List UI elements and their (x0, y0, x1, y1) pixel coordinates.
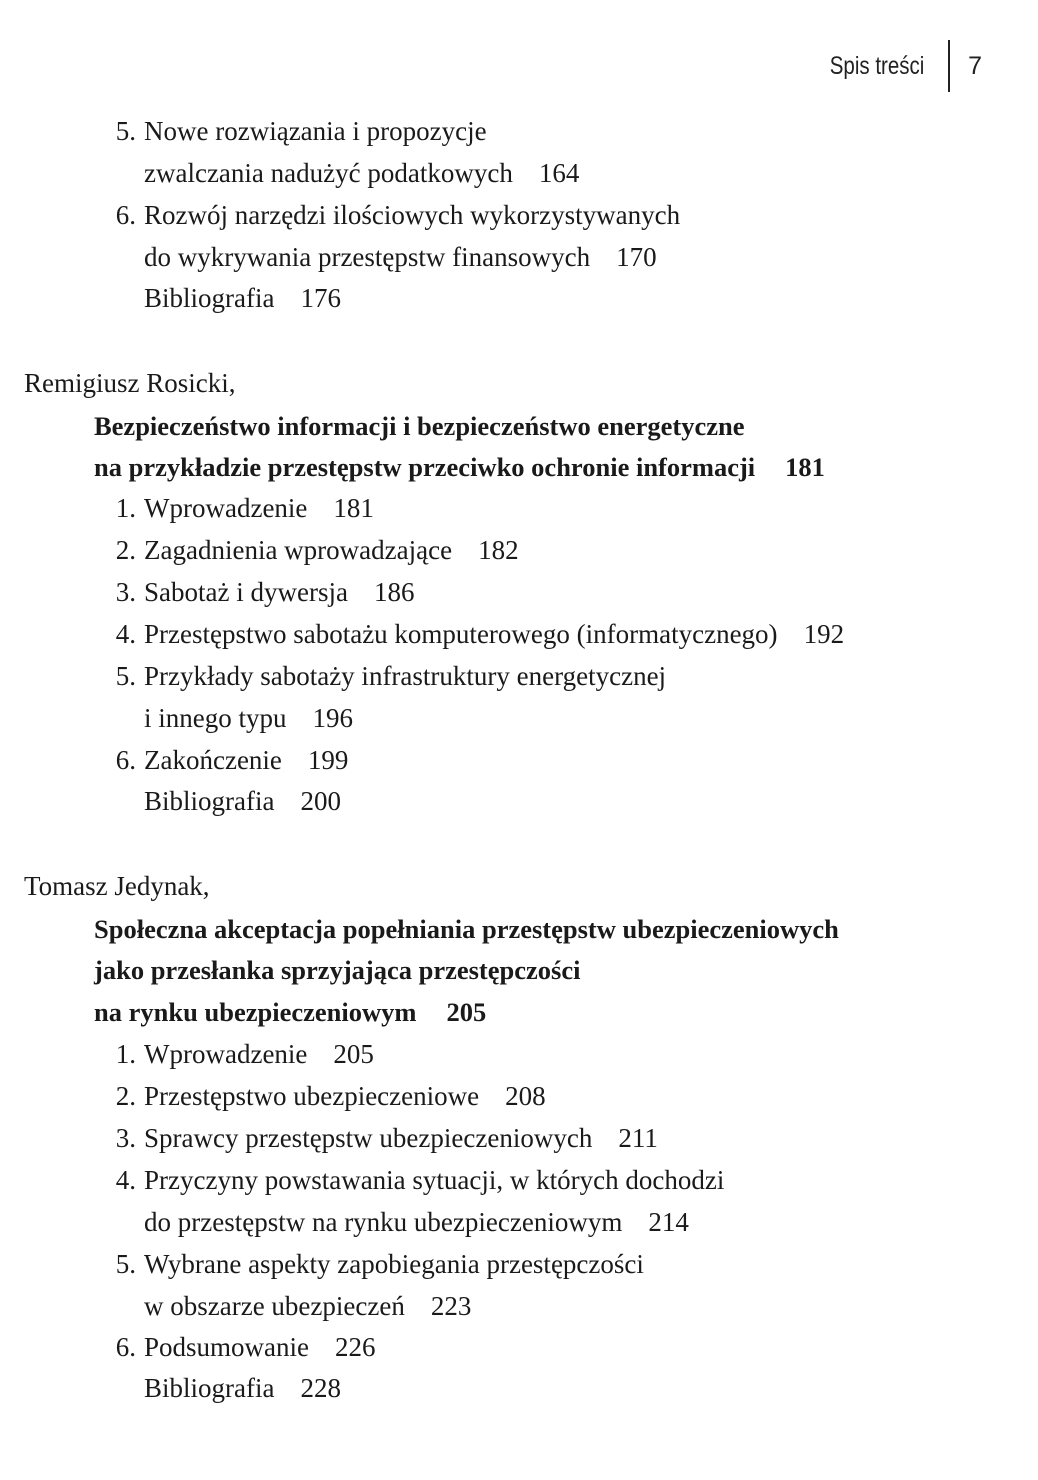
bibliography-entry (144, 1368, 341, 1408)
page-number: 7 (968, 51, 982, 80)
chapter-title: jako przesłanka sprzyjająca przestępczości (94, 955, 581, 985)
running-title: Spis treści (829, 51, 925, 80)
entry-number: 2. (115, 1081, 136, 1111)
entry-page: 205 (333, 1039, 374, 1069)
entry-title: Podsumowanie (144, 1332, 309, 1362)
chapter-title: na rynku ubezpieczeniowym (94, 997, 417, 1027)
chapter-title-continuation (94, 447, 825, 487)
chapter-title: Bezpieczeństwo informacji i bezpieczeństwo energetyczne (94, 411, 745, 441)
entry-page: 208 (505, 1081, 546, 1111)
entry-title: Rozwój narzędzi ilościowych wykorzystywanych (144, 200, 681, 230)
entry-title: Wprowadzenie (144, 1039, 308, 1069)
entry-page: 200 (300, 786, 341, 816)
toc-entry-continuation (144, 153, 579, 193)
entry-number: 4. (115, 1165, 136, 1195)
bibliography-entry (144, 781, 341, 821)
entry-title: zwalczania nadużyć podatkowych (144, 158, 513, 188)
entry-number: 4. (115, 619, 136, 649)
entry-title: Przestępstwo ubezpieczeniowe (144, 1081, 480, 1111)
header-divider (948, 40, 950, 92)
entry-page: 226 (335, 1332, 376, 1362)
entry-title: Wybrane aspekty zapobiegania przestępczości (144, 1249, 644, 1279)
chapter-title: Społeczna akceptacja popełniania przestępstw ubezpieczeniowych (94, 914, 839, 944)
entry-page: 176 (300, 283, 341, 313)
chapter-title: na przykładzie przestępstw przeciwko ochronie informacji (94, 452, 756, 482)
entry-number: 6. (115, 745, 136, 775)
entry-page: 223 (430, 1291, 472, 1321)
bibliography-entry (144, 278, 341, 318)
entry-page: 211 (618, 1123, 658, 1153)
entry-number: 3. (115, 577, 136, 607)
entry-number: 1. (115, 1039, 136, 1069)
chapter-page: 181 (785, 452, 825, 482)
entry-page: 186 (373, 577, 415, 607)
entry-number: 5. (115, 1249, 136, 1279)
entry-title: Zakończenie (144, 745, 282, 775)
bibliography-label: Bibliografia (144, 283, 275, 313)
chapter-author: Remigiusz Rosicki, (24, 368, 236, 398)
running-header (809, 40, 982, 92)
entry-number: 6. (115, 200, 136, 230)
chapter-author: Tomasz Jedynak, (24, 871, 210, 901)
chapter-title-continuation (94, 992, 486, 1032)
bibliography-label: Bibliografia (144, 786, 275, 816)
entry-title: do przestępstw na rynku ubezpieczeniowym (144, 1207, 623, 1237)
entry-number: 2. (115, 535, 136, 565)
entry-page: 170 (616, 242, 657, 272)
toc-entry-continuation (144, 1286, 471, 1326)
entry-title: Zagadnienia wprowadzające (144, 535, 453, 565)
toc-entry-continuation (144, 1202, 689, 1242)
entry-number: 1. (115, 493, 136, 523)
entry-page: 214 (648, 1207, 689, 1237)
entry-title: Sprawcy przestępstw ubezpieczeniowych (144, 1123, 593, 1153)
entry-number: 3. (115, 1123, 136, 1153)
toc-entry-continuation (144, 237, 657, 277)
entry-title: i innego typu (144, 703, 287, 733)
entry-title: do wykrywania przestępstw finansowych (144, 242, 591, 272)
entry-title: Sabotaż i dywersja (144, 577, 348, 607)
entry-number: 5. (115, 661, 136, 691)
entry-page: 196 (312, 703, 353, 733)
entry-title: w obszarze ubezpieczeń (144, 1291, 405, 1321)
chapter-page: 205 (446, 997, 487, 1027)
entry-page: 192 (803, 619, 845, 649)
entry-page: 181 (333, 493, 374, 523)
entry-number: 5. (115, 116, 136, 146)
entry-title: Przestępstwo sabotażu komputerowego (informatycznego) (144, 619, 778, 649)
entry-page: 164 (538, 158, 580, 188)
entry-title: Wprowadzenie (144, 493, 308, 523)
entry-page: 228 (300, 1373, 341, 1403)
entry-number: 6. (115, 1332, 136, 1362)
entry-page: 199 (307, 745, 349, 775)
entry-title: Przyczyny powstawania sytuacji, w których dochodzi (144, 1165, 725, 1195)
entry-page: 182 (478, 535, 519, 565)
entry-title: Przykłady sabotaży infrastruktury energetycznej (144, 661, 667, 691)
toc-entry-continuation (144, 698, 353, 738)
entry-title: Nowe rozwiązania i propozycje (144, 116, 487, 146)
bibliography-label: Bibliografia (144, 1373, 275, 1403)
